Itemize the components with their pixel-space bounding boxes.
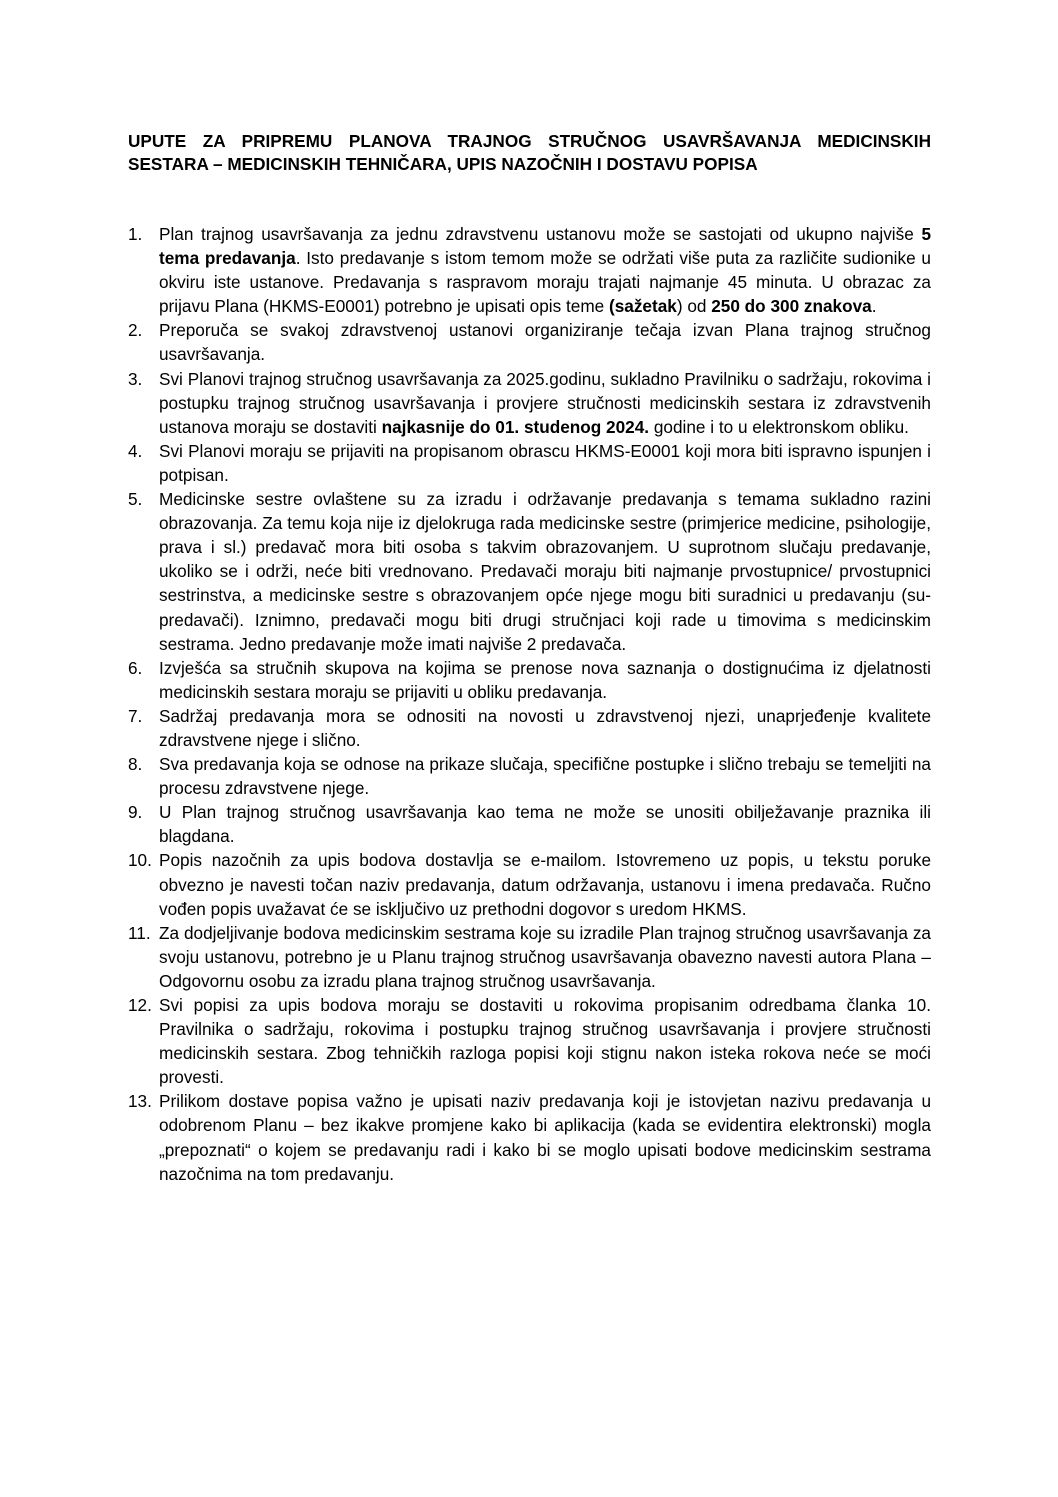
list-item-number: 9. [128,802,143,823]
list-item [128,222,931,318]
list-item-number: 12. [128,995,152,1015]
list-item [128,704,931,752]
text-segment: . [871,296,877,317]
list-item-number: 8. [128,754,143,775]
list-item [128,367,931,439]
list-item-number: 10. [128,850,152,871]
list-item-text [159,800,931,848]
list-item-text [159,921,931,993]
text-segment: godine i to u elektronskom obliku. [649,416,909,437]
text-segment: Izvješća sa stručnih skupova na kojima se prenose nova saznanja o dostignućima iz djelatnosti medicinskih sestara moraju se prijaviti u obliku predavanja. [159,657,931,702]
list-item [128,752,931,800]
list-item-number: 4. [128,440,143,461]
text-segment: Svi Planovi moraju se prijaviti na propisanom obrascu HKMS-E0001 koji mora biti ispravno ispunjen i potpisan. [159,440,931,485]
instructions-list [128,222,931,1186]
list-item-text [159,222,931,318]
text-segment: Preporuča se svakoj zdravstvenoj ustanovi organiziranje tečaja izvan Plana trajnog stručnog usavršavanja. [159,320,931,365]
list-item-text [159,1089,931,1185]
text-segment: Medicinske sestre ovlaštene su za izradu i održavanje predavanja s temama sukladno razini obrazovanja. Za temu koja nije iz djelokruga rada medicinske sestre (primjerice medicine, psihologije, prava i sl.) predavač mora biti osoba s takvim obrazovanjem. U suprotnom slučaju predavanje, ukoliko se i održi, neće biti vrednovano. Predavači moraju biti najmanje prvostupnice/ prvostupnici sestrinstva, a medicinske sestre s obrazovanjem opće njege mogu biti suradnici u predavanju (su-predavači). Iznimno, predavači mogu biti drugi stručnjaci koji rade u timovima s medicinskim sestrama. Jedno predavanje može imati najviše 2 predavača. [159,489,931,654]
text-segment: ) od [676,296,712,317]
bold-text-segment: (sažetak [608,296,677,317]
list-item-number: 6. [128,657,143,678]
text-segment: Sadržaj predavanja mora se odnositi na novosti u zdravstvenoj njezi, unaprjeđenje kvalitete zdravstvene njege i slično. [159,705,931,750]
text-segment: Svi popisi za upis bodova moraju se dostaviti u rokovima propisanim odredbama članka 10. Pravilnika o sadržaju, rokovima i postupku trajnog stručnog usavršavanja i provjere stručnosti medicinskih sestara. Zbog tehničkih razloga popisi koji stignu nakon isteka rokova neće se moći provesti. [159,995,931,1088]
text-segment: Popis nazočnih za upis bodova dostavlja se e-mailom. Istovremeno uz popis, u tekstu poruke obvezno je navesti točan naziv predavanja, datum održavanja, ustanovu i imena predavača. Ručno vođen popis uvažavat će se isključivo uz prethodni dogovor s uredom HKMS. [159,850,931,919]
list-item-text [159,656,931,704]
document-title: UPUTE ZA PRIPREMU PLANOVA TRAJNOG STRUČNOG USAVRŠAVANJA MEDICINSKIH SESTARA – MEDICINSKIH TEHNIČARA, UPIS NAZOČNIH I DOSTAVU POPISA [128,131,931,174]
list-item-text [159,704,931,752]
list-item-text [159,848,931,920]
bold-text-segment: najkasnije do 01. studenog 2024. [381,416,650,437]
bold-text-segment: 250 do 300 znakova [711,296,872,317]
list-item-number: 3. [128,368,143,389]
list-item-text [159,993,931,1089]
text-segment: Sva predavanja koja se odnose na prikaze slučaja, specifične postupke i slično trebaju se temeljiti na procesu zdravstvene njege. [159,754,931,799]
list-item [128,487,931,656]
text-segment: Prilikom dostave popisa važno je upisati naziv predavanja koji je istovjetan nazivu predavanja u odobrenom Planu – bez ikakve promjene kako bi aplikacija (kada se evidentira elektronski) mogla „prepoznati“ o kojem se predavanju radi i kako bi se moglo upisati bodove medicinskim sestrama nazočnima na tom predavanju. [159,1091,931,1184]
list-item-text [159,439,931,487]
list-item-number: 5. [128,489,143,510]
list-item [128,656,931,704]
list-item-number: 11. [128,922,151,943]
text-segment: U Plan trajnog stručnog usavršavanja kao tema ne može se unositi obilježavanje praznika ili blagdana. [159,802,931,847]
list-item-text [159,752,931,800]
text-segment: Plan trajnog usavršavanja za jednu zdravstvenu ustanovu može se sastojati od ukupno najviše [159,224,922,244]
list-item [128,439,931,487]
text-segment: Za dodjeljivanje bodova medicinskim sestrama koje su izradile Plan trajnog stručnog usavršavanja za svoju ustanovu, potrebno je u Planu trajnog stručnog usavršavanja obavezno navesti autora Plana – Odgovornu osobu za izradu plana trajnog stručnog usavršavanja. [159,922,931,991]
list-item-number: 1. [128,224,143,244]
list-item [128,848,931,920]
list-item-text [159,487,931,656]
list-item [128,318,931,366]
list-item-number: 2. [128,320,143,341]
list-item [128,800,931,848]
bold-text-segment: 5 tema predavanja [159,224,931,269]
list-item [128,921,931,993]
list-item [128,1089,931,1185]
list-item-text [159,318,931,366]
list-item-number: 7. [128,705,143,726]
text-segment: Svi Planovi trajnog stručnog usavršavanja za 2025.godinu, sukladno Pravilniku o sadržaju, rokovima i postupku trajnog stručnog usavršavanja i provjere stručnosti medicinskih sestara iz zdravstvenih ustanova moraju se dostaviti [159,368,931,437]
text-segment: . Isto predavanje s istom temom može se održati više puta za različite sudionike u okviru iste ustanove. Predavanja s raspravom moraju trajati najmanje 45 minuta. U obrazac za prijavu Plana (HKMS-E0001) potrebno je upisati opis teme [159,248,931,317]
list-item-number: 13. [128,1091,152,1112]
list-item [128,993,931,1089]
list-item-text [159,367,931,439]
